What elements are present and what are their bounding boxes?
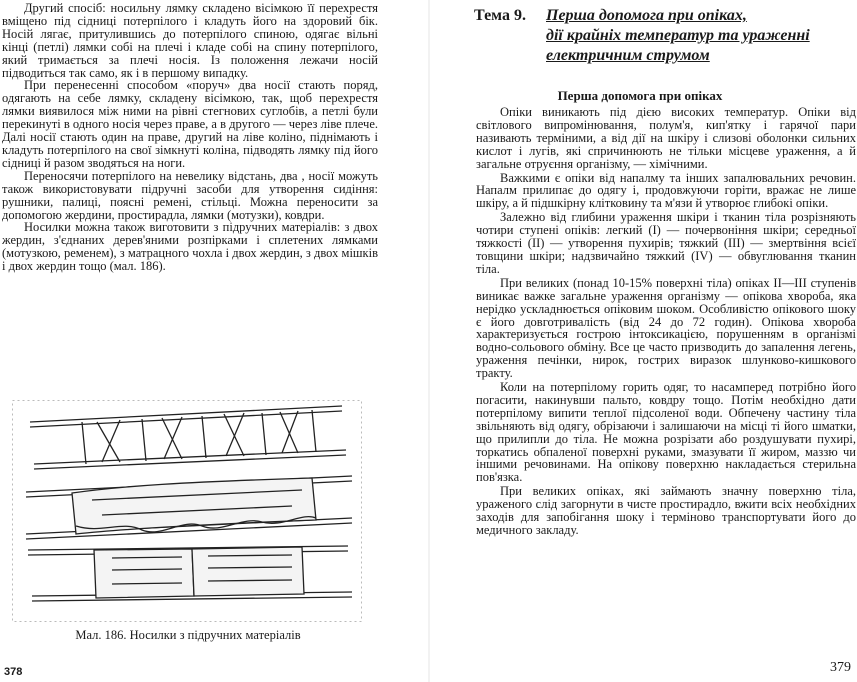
topic-number: Тема 9.	[474, 7, 526, 24]
paragraph: Залежно від глибини ураження шкіри і тканин тіла розрізняють чотири ступені опіків: легкий (І) — почервоніння шкіри; середньої тяжкості (ІІ) — утворення пухирів; тяжкий (ІІІ) — змертвіння всієї товщини шкіри; надзвичайно тяжкий (IV) — обвуглювання тканин тіла.	[476, 210, 856, 276]
paragraph: Другий спосіб: носильну лямку складено вісімкою її перехрестя вміщено під сідниці потерпілого і кладуть його на здоровий бік. Носій лягає, притулившись до потерпілого спиною, одягає вільні кінці (петлі) лямки собі на плечі і кладе собі на спину потерпілого, який тримається за плечі носія. Із положення лежачи носій підводиться так само, як і в першому випадку.	[2, 1, 378, 80]
page-number-right: 379	[830, 660, 851, 675]
paragraph: Коли на потерпілому горить одяг, то насамперед потрібно його погасити, накинувши пальто, ковдру тощо. Потім необхідно дати потерпілому випити теплої підсоленої води. Обпечену частину тіла звільняють від одягу, обрізаючи і залишаючи на місці ті його шматки, що прилипли до тіла. Не можна розрізати або роздушувати пухирі, торкатись обпаленої поверхні руками, змазувати її жиром, маззю чи іншими речовинами. На опікову поверхню накладається стерильна пов'язка.	[476, 380, 856, 485]
paragraph: Носилки можна також виготовити з підручних матеріалів: з двох жердин, з'єднаних дерев'яними розпірками і сплетених лямками (мотузкою, ременем), з матрацного чохла і двох жердин, з двох мішків і двох жердин тощо (мал. 186).	[2, 220, 378, 274]
topic-title-line1: Перша допомога при опіках,	[546, 7, 747, 24]
paragraph: При перенесенні способом «поруч» два носії стають поряд, одягають на себе лямку, складену вісімкою, так, щоб перехрестя лямки виявилося між ними на рівні стегнових суглобів, а петлі були перекинуті в одного носія через праве, а в другого — через ліве плече. Далі носії стають один на праве, другий на ліве коліно, піднімають і кладуть потерпілого на свої зімкнуті коліна, підводять лямку під його сідниці й разом зводяться на ноги.	[2, 78, 378, 170]
paragraph: Важкими є опіки від напалму та інших запалювальних речовин. Напалм прилипає до одягу і, продовжуючи горіти, вражає не лише шкіру, а й підшкірну клітковину та м'язи й утворює глибокі опіки.	[476, 170, 856, 211]
figure-caption: Мал. 186. Носилки з підручних матеріалів	[75, 628, 301, 642]
paragraph: При великих опіках, які займають значну поверхню тіла, ураженого слід загорнути в чисте простирадло, вжити всіх необхідних заходів для запобігання шоку і терміново транспортувати його до медичного закладу.	[476, 484, 856, 537]
topic-title-line3: електричним струмом	[546, 47, 710, 64]
paragraph: Переносячи потерпілого на невелику відстань, два , носії можуть також використовувати підручні засоби для утворення сидіння: рушники, палиці, поясні ремені, стільці. Можна переносити за допомогою жердини, простирадла, лямки (мотузки), ковдри.	[2, 168, 378, 222]
stretcher-mattress-cover	[26, 476, 352, 539]
section-title: Перша допомога при опіках	[557, 88, 723, 103]
page-number-left: 378	[4, 666, 23, 678]
stretcher-illustration	[12, 400, 362, 622]
paragraph: При великих (понад 10-15% поверхні тіла) опіках ІІ—ІІІ ступенів виникає важке загальне ураження організму — опікова хвороба, яка нерідко ускладнюється опіковим шоком. Особливістю опікового шоку є його довготривалість (від 24 до 72 годин). Опікова хвороба характеризується гострою інтоксикацією, порушенням в організмі водно-сольового обміну. Все це часто призводить до запалення легень, ураження печінки, нирок, гострих виразок шлунково-кишкового тракту.	[476, 275, 856, 381]
left-text-column	[2, 2, 378, 273]
right-text-column	[476, 106, 856, 537]
left-page	[0, 0, 428, 682]
stretcher-poles-straps	[30, 406, 346, 469]
paragraph: Опіки виникають під дією високих температур. Опіки від світлового випромінювання, полум'я, кип'ятку і гарячої пари називають терміними, а від дії на шкіру і слизові оболонки сильних кислот і лугів, які спричинюють не тільки місцеве ураження, а й загальне отруєння організму, — хімічними.	[476, 105, 856, 171]
stretchers-drawing	[12, 400, 362, 622]
topic-title-line2: дії крайніх температур та ураженні	[546, 27, 810, 44]
right-page	[430, 0, 857, 682]
topic-heading	[474, 6, 854, 66]
stretcher-two-sacks	[28, 546, 352, 601]
